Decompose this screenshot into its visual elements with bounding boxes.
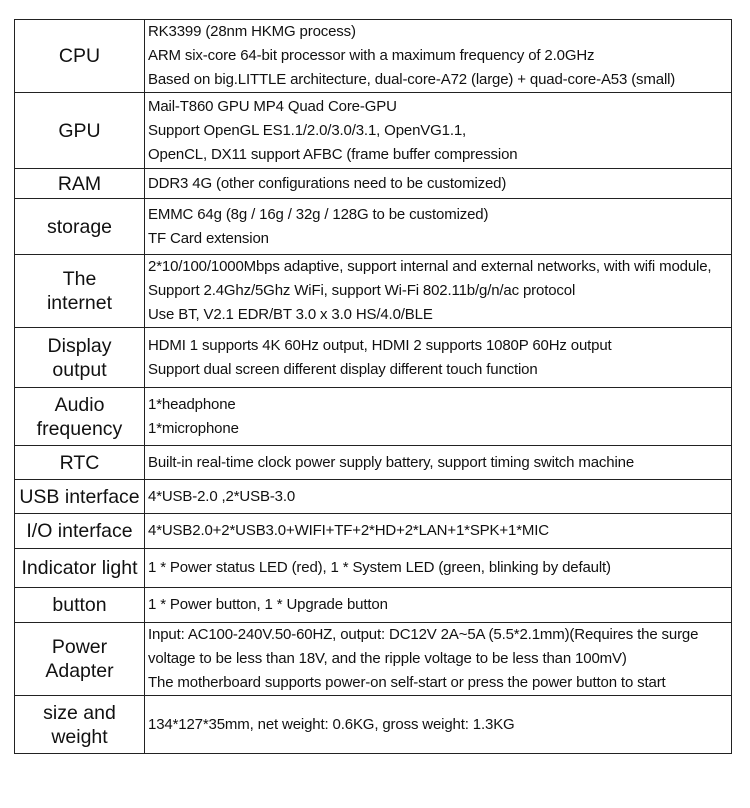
spec-row-ram	[15, 169, 732, 199]
spec-row-the-internet	[15, 255, 732, 328]
spec-label-line: The	[62, 268, 97, 290]
spec-row-button	[15, 588, 732, 623]
spec-row-size-and-weight	[15, 696, 732, 754]
spec-label	[15, 93, 145, 169]
spec-row-i-o-interface	[15, 514, 732, 549]
spec-value	[145, 549, 732, 588]
spec-value-line: Input: AC100-240V.50-60HZ, output: DC12V 2A~5A (5.5*2.1mm)(Requires the surge	[148, 626, 699, 643]
spec-label-line: internet	[46, 292, 113, 314]
spec-value	[145, 93, 732, 169]
spec-label	[15, 20, 145, 93]
spec-value	[145, 255, 732, 328]
spec-value	[145, 480, 732, 514]
spec-label	[15, 514, 145, 549]
spec-label-line: Power	[51, 636, 108, 658]
spec-value-line: 2*10/100/1000Mbps adaptive, support internal and external networks, with wifi module,	[148, 258, 712, 275]
spec-label-line: RTC	[59, 451, 100, 474]
spec-table	[14, 19, 732, 754]
spec-label-line: size and	[43, 701, 116, 724]
spec-label-line: storage	[46, 215, 113, 238]
spec-label-line: weight	[51, 725, 108, 748]
spec-label	[15, 328, 145, 388]
spec-value-line: DDR3 4G (other configurations need to be customized)	[148, 174, 507, 192]
spec-value	[145, 696, 732, 754]
spec-label-line: Adapter	[45, 660, 114, 682]
spec-value-line: 4*USB2.0+2*USB3.0+WIFI+TF+2*HD+2*LAN+1*SPK+1*MIC	[148, 522, 549, 539]
spec-label-line: GPU	[58, 119, 101, 142]
spec-value-line: Use BT, V2.1 EDR/BT 3.0 x 3.0 HS/4.0/BLE	[148, 306, 433, 323]
spec-label-line: USB interface	[19, 485, 140, 508]
spec-label-line: RAM	[57, 172, 102, 195]
spec-value	[145, 169, 732, 199]
spec-label	[15, 623, 145, 696]
spec-value-line: OpenCL, DX11 support AFBC (frame buffer compression	[148, 145, 518, 163]
spec-value	[145, 514, 732, 549]
spec-label-line: I/O interface	[26, 520, 133, 542]
spec-value-line: 1*microphone	[148, 419, 239, 437]
spec-value	[145, 328, 732, 388]
spec-row-cpu	[15, 20, 732, 93]
spec-value-line: The motherboard supports power-on self-start or press the power button to start	[148, 674, 666, 691]
spec-value-line: HDMI 1 supports 4K 60Hz output, HDMI 2 supports 1080P 60Hz output	[148, 336, 612, 354]
spec-label	[15, 446, 145, 480]
spec-value	[145, 446, 732, 480]
spec-value	[145, 388, 732, 446]
spec-value-line: Support dual screen different display different touch function	[148, 360, 538, 378]
spec-label-line: output	[52, 358, 107, 381]
spec-row-rtc	[15, 446, 732, 480]
spec-value	[145, 588, 732, 623]
spec-value-line: Built-in real-time clock power supply battery, support timing switch machine	[148, 453, 635, 471]
spec-value-line: Support OpenGL ES1.1/2.0/3.0/3.1, OpenVG1.1,	[148, 121, 467, 139]
spec-value-line: 1 * Power status LED (red), 1 * System LED (green, blinking by default)	[148, 559, 611, 576]
spec-label	[15, 696, 145, 754]
spec-row-indicator-light	[15, 549, 732, 588]
spec-value-line: voltage to be less than 18V, and the ripple voltage to be less than 100mV)	[148, 650, 627, 667]
spec-label	[15, 169, 145, 199]
spec-label	[15, 388, 145, 446]
spec-label-line: Display	[47, 334, 112, 357]
spec-value-line: Support 2.4Ghz/5Ghz WiFi, support Wi-Fi 802.11b/g/n/ac protocol	[148, 282, 576, 299]
spec-value-line: EMMC 64g (8g / 16g / 32g / 128G to be customized)	[148, 205, 489, 223]
spec-label	[15, 588, 145, 623]
spec-value-line: Mail-T860 GPU MP4 Quad Core-GPU	[148, 97, 397, 115]
spec-row-gpu	[15, 93, 732, 169]
spec-value	[145, 623, 732, 696]
spec-label-line: Indicator light	[21, 557, 138, 579]
spec-label-line: frequency	[36, 417, 123, 440]
spec-value-line: ARM six-core 64-bit processor with a maximum frequency of 2.0GHz	[148, 47, 595, 64]
spec-value-line: TF Card extension	[148, 229, 269, 247]
spec-label-line: button	[52, 594, 107, 616]
spec-label	[15, 255, 145, 328]
spec-value-line: 1 * Power button, 1 * Upgrade button	[148, 596, 388, 613]
spec-row-storage	[15, 199, 732, 255]
spec-row-audio-frequency	[15, 388, 732, 446]
spec-row-power-adapter	[15, 623, 732, 696]
spec-value-line: 4*USB-2.0 ,2*USB-3.0	[148, 487, 296, 505]
spec-value-line: 134*127*35mm, net weight: 0.6KG, gross weight: 1.3KG	[148, 715, 515, 733]
spec-value-line: 1*headphone	[148, 395, 236, 413]
spec-value-line: RK3399 (28nm HKMG process)	[148, 23, 356, 40]
spec-table-body	[15, 20, 732, 754]
spec-row-display-output	[15, 328, 732, 388]
spec-value-line: Based on big.LITTLE architecture, dual-core-A72 (large) + quad-core-A53 (small)	[148, 71, 676, 88]
spec-label	[15, 480, 145, 514]
spec-value	[145, 199, 732, 255]
spec-label	[15, 549, 145, 588]
spec-value	[145, 20, 732, 93]
spec-row-usb-interface	[15, 480, 732, 514]
spec-label	[15, 199, 145, 255]
spec-label-line: Audio	[54, 393, 105, 416]
spec-label-line: CPU	[58, 45, 101, 67]
